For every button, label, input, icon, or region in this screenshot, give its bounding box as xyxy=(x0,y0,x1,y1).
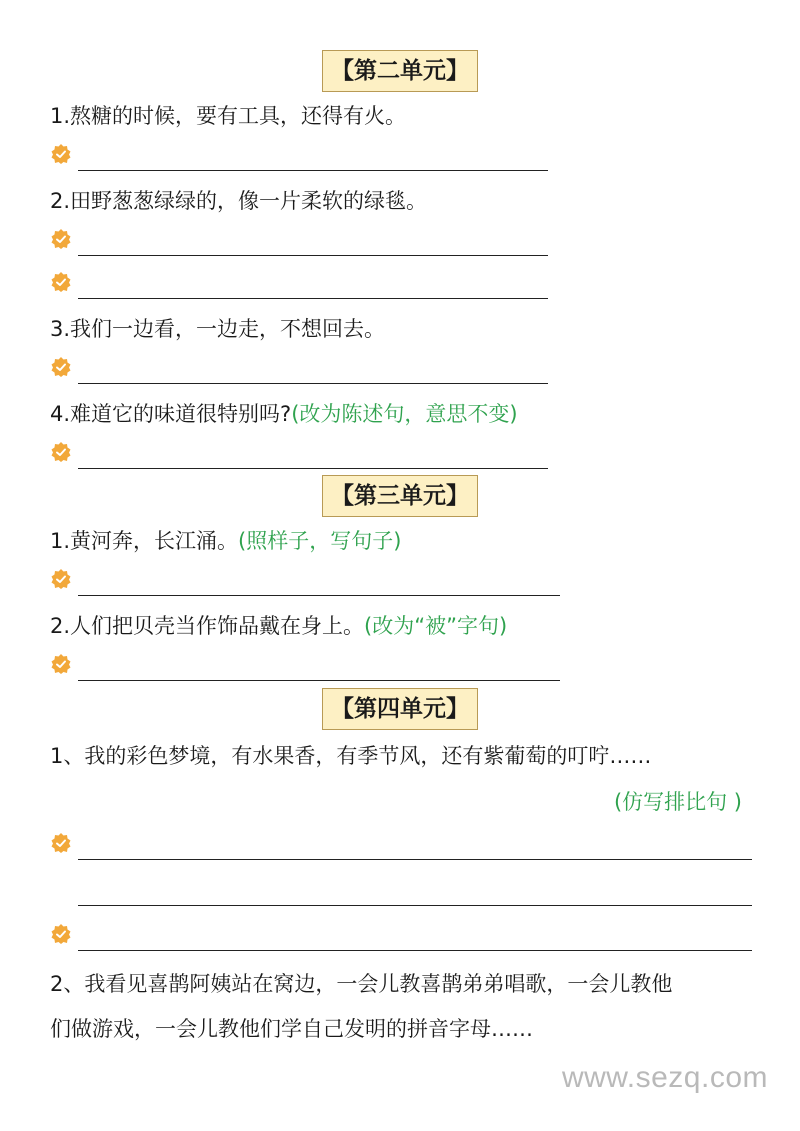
question-text: 1.熬糖的时候，要有工具，还得有火。 xyxy=(50,104,407,128)
question-text: 2.人们把贝壳当作饰品戴在身上。(改为“被”字句) xyxy=(50,614,508,638)
instruction-hint: (改为“被”字句) xyxy=(364,614,508,638)
answer-line[interactable] xyxy=(78,298,548,299)
question-text: 2.田野葱葱绿绿的，像一片柔软的绿毯。 xyxy=(50,189,428,213)
check-badge-icon xyxy=(50,568,72,590)
instruction-hint: (改为陈述句，意思不变) xyxy=(291,402,518,426)
question-text: 1.黄河奔，长江涌。(照样子，写句子) xyxy=(50,529,402,553)
unit-heading: 【第三单元】 xyxy=(322,475,478,517)
answer-line[interactable] xyxy=(78,468,548,469)
question-text: 2、我看见喜鹊阿姨站在窝边，一会儿教喜鹊弟弟唱歌，一会儿教他 xyxy=(50,972,673,996)
check-badge-icon xyxy=(50,271,72,293)
answer-line[interactable] xyxy=(78,680,560,681)
answer-line[interactable] xyxy=(78,905,752,906)
question-text: 1、我的彩色梦境，有水果香，有季节风，还有紫葡萄的叮咛…… xyxy=(50,744,652,768)
question-text: 3.我们一边看，一边走，不想回去。 xyxy=(50,317,386,341)
unit-heading: 【第四单元】 xyxy=(322,688,478,730)
answer-line[interactable] xyxy=(78,950,752,951)
answer-line[interactable] xyxy=(78,383,548,384)
answer-line[interactable] xyxy=(78,170,548,171)
check-badge-icon xyxy=(50,356,72,378)
answer-line[interactable] xyxy=(78,595,560,596)
check-badge-icon xyxy=(50,228,72,250)
check-badge-icon xyxy=(50,441,72,463)
unit-heading: 【第二单元】 xyxy=(322,50,478,92)
check-badge-icon xyxy=(50,653,72,675)
question-text: 4.难道它的味道很特别吗?(改为陈述句，意思不变) xyxy=(50,402,518,426)
check-badge-icon xyxy=(50,832,72,854)
instruction-hint: (照样子，写句子) xyxy=(238,529,402,553)
instruction-hint: (仿写排比句 ) xyxy=(613,790,742,814)
question-text-continued: 们做游戏，一会儿教他们学自己发明的拼音字母…… xyxy=(50,1017,533,1041)
answer-line[interactable] xyxy=(78,859,752,860)
answer-line[interactable] xyxy=(78,255,548,256)
check-badge-icon xyxy=(50,923,72,945)
check-badge-icon xyxy=(50,143,72,165)
watermark: www.sezq.com xyxy=(561,1061,768,1094)
